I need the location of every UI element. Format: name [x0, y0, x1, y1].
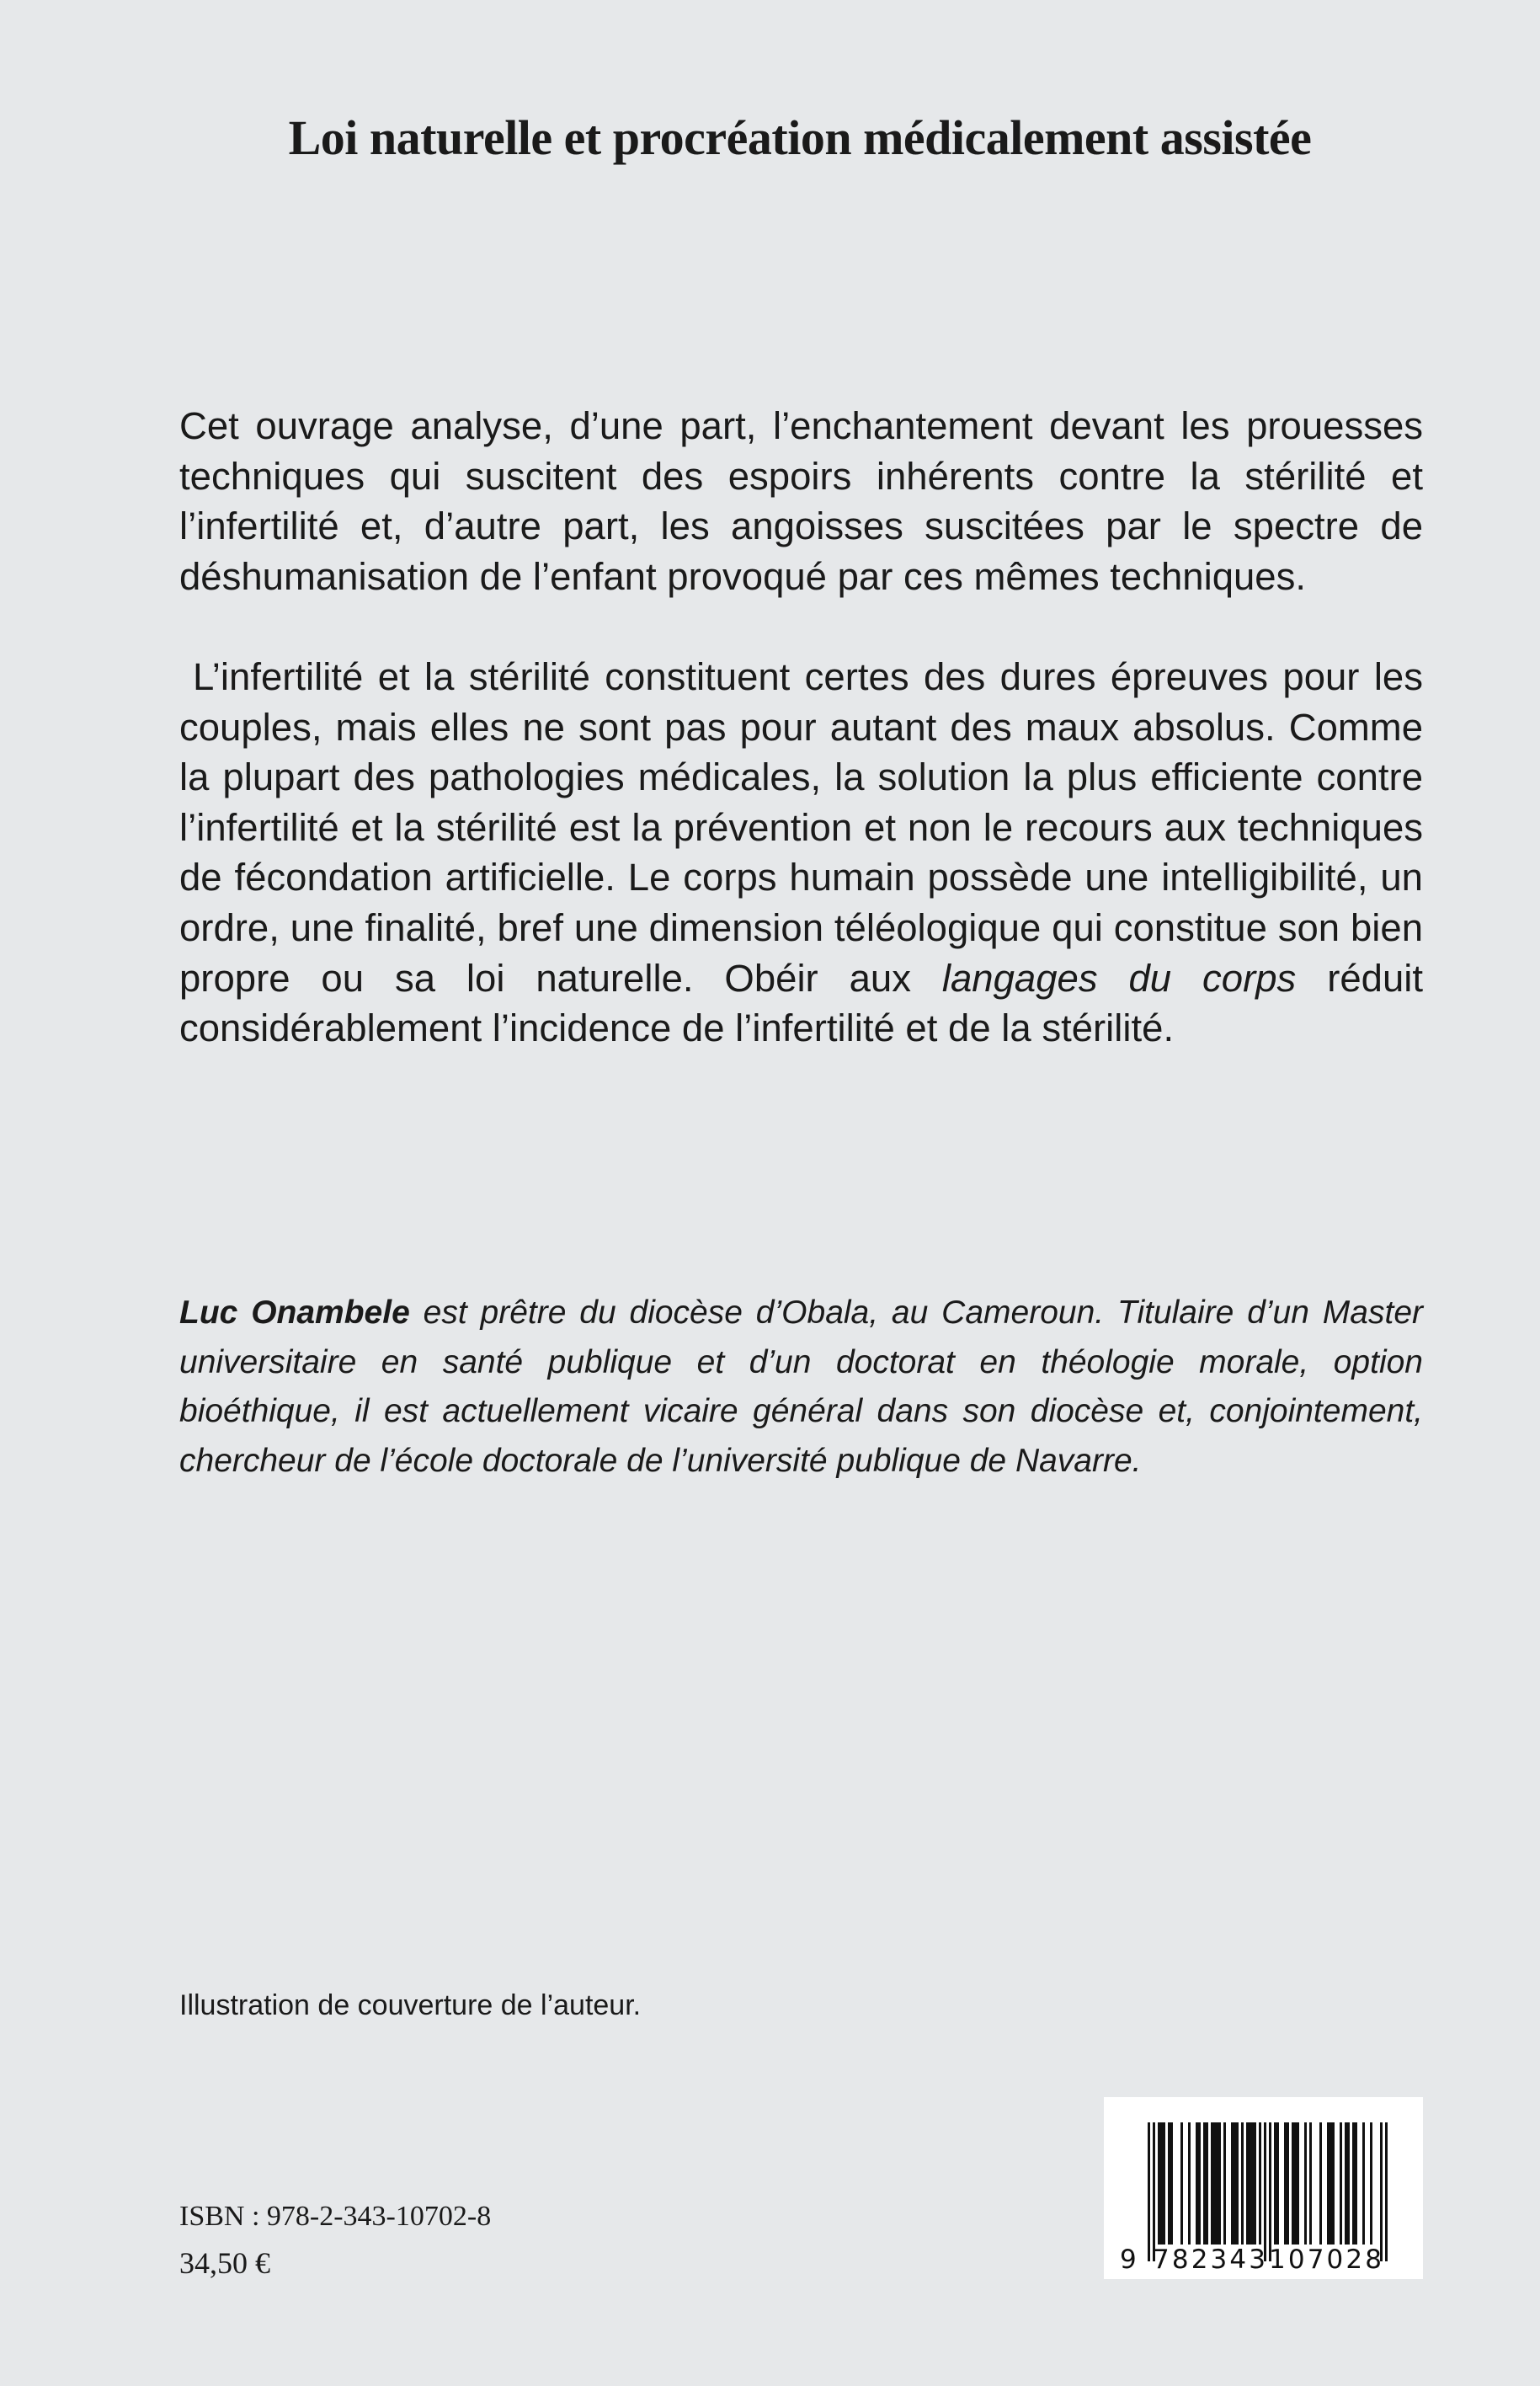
barcode-first-digit: 9	[1120, 2245, 1137, 2275]
barcode-bar	[1284, 2122, 1287, 2245]
barcode-bar	[1352, 2122, 1355, 2245]
barcode-bar	[1287, 2122, 1289, 2245]
barcode-left-digits: 782343	[1153, 2245, 1266, 2275]
barcode-bar	[1340, 2122, 1342, 2245]
barcode-bar	[1259, 2122, 1261, 2245]
barcode-bar	[1276, 2122, 1279, 2245]
barcode-bar	[1362, 2122, 1365, 2245]
barcode-bar	[1294, 2122, 1297, 2245]
barcode-bar	[1246, 2122, 1249, 2245]
barcode-bar	[1211, 2122, 1213, 2245]
isbn: ISBN : 978-2-343-10702-8	[179, 2201, 492, 2232]
barcode-bar	[1148, 2122, 1150, 2261]
author-bio	[179, 1289, 1423, 1486]
barcode-bar	[1153, 2122, 1155, 2261]
barcode-bar	[1297, 2122, 1299, 2245]
barcode-bar	[1236, 2122, 1239, 2245]
barcode-bar	[1158, 2122, 1160, 2245]
summary-text-2-end: réduit considérablement l’incidence de l’infertilité et de la stérilité.	[179, 956, 1424, 1050]
author-name: Luc Onambele	[179, 1294, 410, 1331]
barcode-bar	[1355, 2122, 1357, 2245]
price: 34,50 €	[179, 2246, 270, 2280]
barcode-bar	[1274, 2122, 1276, 2245]
barcode-bar	[1304, 2122, 1307, 2245]
barcode-bar	[1241, 2122, 1244, 2245]
barcode-bar	[1332, 2122, 1335, 2245]
barcode-bar	[1249, 2122, 1251, 2245]
barcode-bar	[1196, 2122, 1198, 2245]
barcode-bar	[1223, 2122, 1226, 2245]
barcode-bar	[1160, 2122, 1163, 2245]
illustration-credit: Illustration de couverture de l’auteur.	[179, 1989, 642, 2021]
barcode-bar	[1203, 2122, 1206, 2245]
barcode-bar	[1264, 2122, 1266, 2261]
barcode-bar	[1370, 2122, 1372, 2245]
barcode-bar	[1206, 2122, 1208, 2245]
author-bio-text: est prêtre du diocèse d’Obala, au Cameroun. Titulaire d’un Master universitaire en santé publique et d’un doctorat en théologie morale, option bioéthique, il est actuellement vicaire général dans son diocèse et, conjointement, chercheur de l’école doctorale de l’université publique de Navarre.	[179, 1294, 1423, 1479]
barcode-bar	[1231, 2122, 1234, 2245]
barcode-bar	[1198, 2122, 1201, 2245]
barcode-bar	[1180, 2122, 1183, 2245]
barcode-bar	[1170, 2122, 1173, 2245]
isbn-barcode	[1104, 2097, 1423, 2279]
barcode-bar	[1327, 2122, 1330, 2245]
summary-paragraph-1	[179, 401, 1423, 601]
barcode-bar	[1330, 2122, 1332, 2245]
barcode-graphic	[1104, 2097, 1423, 2279]
barcode-bar	[1292, 2122, 1294, 2245]
summary-text-1: Cet ouvrage analyse, d’une part, l’enchantement devant les prouesses techniques qui suscitent des espoirs inhérents contre la stérilité et l’infertilité et, d’autre part, les angoisses suscitées par le spectre de déshumanisation de l’enfant provoqué par ces mêmes techniques.	[179, 404, 1423, 598]
barcode-right-digits: 107028	[1269, 2245, 1382, 2275]
barcode-bar	[1254, 2122, 1256, 2245]
summary-text-2-start: L’infertilité et la stérilité constituent certes des dures épreuves pour les couples, mais elles ne sont pas pour autant des maux absolus. Comme la plupart des pathologies médicales, la solution la plus efficiente contre l’infertilité et la stérilité est la prévention et non le recours aux techniques de fécondation artificielle. Le corps humain possède une intelligibilité, un ordre, une finalité, bref une dimension téléologique qui constitue son bien propre ou sa loi naturelle. Obéir aux	[179, 655, 1423, 1000]
barcode-bar	[1269, 2122, 1271, 2261]
barcode-bar	[1251, 2122, 1254, 2245]
barcode-bar	[1218, 2122, 1221, 2245]
barcode-bar	[1319, 2122, 1322, 2245]
barcode-bar	[1385, 2122, 1388, 2261]
barcode-bar	[1213, 2122, 1216, 2245]
barcode-bar	[1309, 2122, 1312, 2245]
barcode-bar	[1168, 2122, 1170, 2245]
summary-paragraph-2	[179, 652, 1423, 1054]
barcode-bar	[1347, 2122, 1350, 2245]
barcode-bar	[1345, 2122, 1347, 2245]
barcode-bar	[1234, 2122, 1236, 2245]
barcode-bar	[1163, 2122, 1165, 2245]
barcode-bar	[1380, 2122, 1383, 2261]
book-title: Loi naturelle et procréation médicalement assistée	[288, 110, 1312, 165]
barcode-bar	[1216, 2122, 1218, 2245]
summary-text-2-italic: langages du corps	[941, 956, 1297, 1000]
barcode-bar	[1188, 2122, 1191, 2245]
